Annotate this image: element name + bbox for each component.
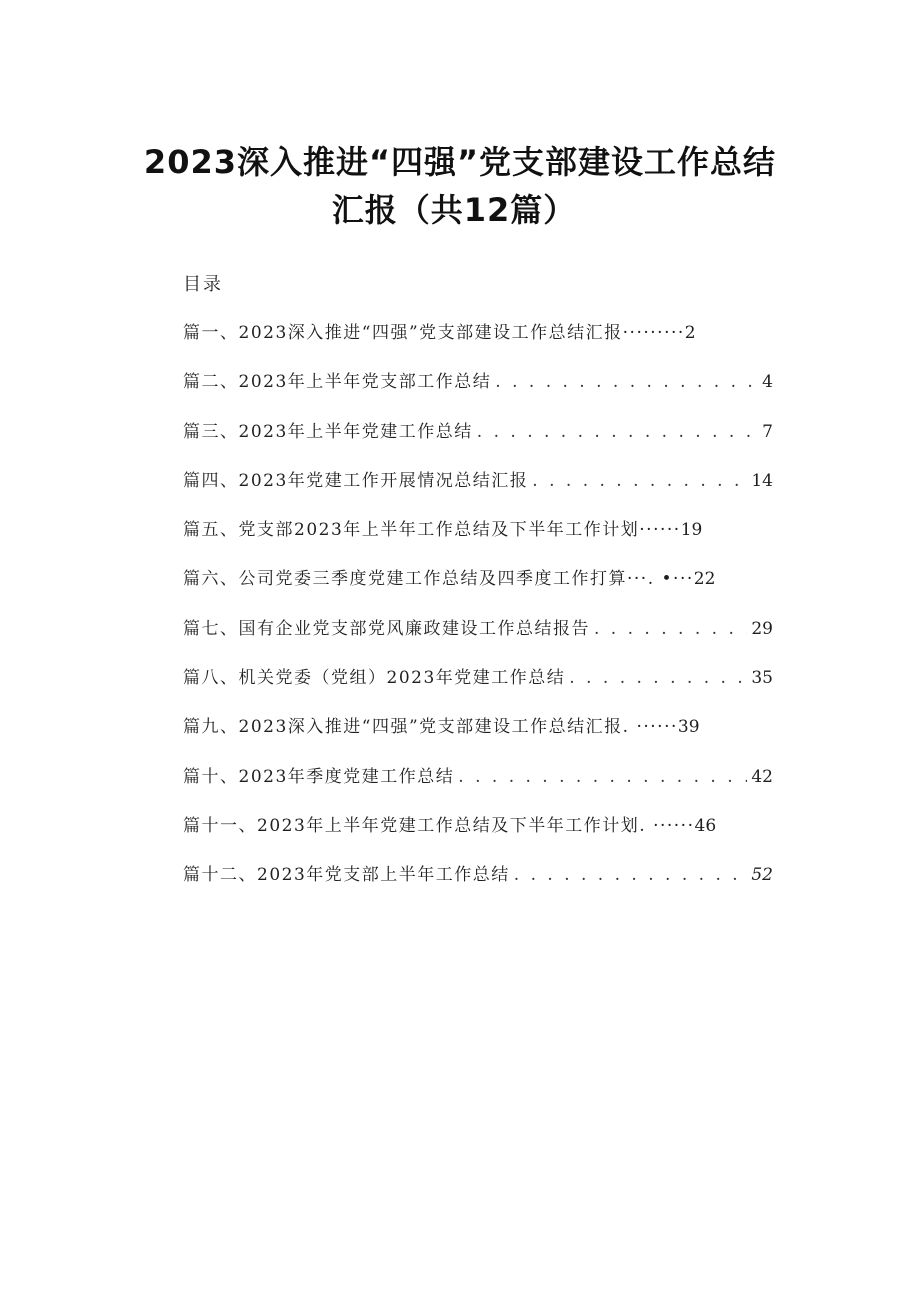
toc-dot-leader bbox=[458, 767, 747, 787]
toc-entry-9[interactable] bbox=[183, 712, 773, 761]
toc-dot-leader bbox=[514, 865, 748, 885]
toc-entry-5[interactable] bbox=[183, 515, 773, 564]
toc-entry-8[interactable] bbox=[183, 663, 773, 712]
toc-entry-10[interactable] bbox=[183, 762, 773, 811]
toc-dot-leader bbox=[569, 668, 747, 688]
toc-entry-label: 篇七、国有企业党支部党风廉政建设工作总结报告 bbox=[183, 618, 590, 639]
toc-heading: 目录 bbox=[183, 274, 223, 295]
toc-entry-label: 篇二、2023年上半年党支部工作总结 bbox=[183, 372, 492, 393]
toc-entry-label: 篇一、2023深入推进“四强”党支部建设工作总结汇报········· bbox=[183, 323, 685, 343]
document-title-line-1: 2023深入推进“四强”党支部建设工作总结 bbox=[143, 143, 777, 181]
toc-entry-page: 19 bbox=[680, 520, 703, 541]
toc-entry-label: 篇十二、2023年党支部上半年工作总结 bbox=[183, 865, 510, 886]
toc-entry-11[interactable] bbox=[183, 811, 773, 860]
toc-entry-page: 29 bbox=[751, 618, 773, 639]
toc-entry-2[interactable] bbox=[183, 367, 773, 416]
toc-entry-label: 篇五、党支部2023年上半年工作总结及下半年工作计划······ bbox=[183, 520, 681, 541]
toc-entry-4[interactable] bbox=[183, 466, 773, 515]
toc-entry-12[interactable] bbox=[183, 860, 773, 909]
toc-entry-page: 46 bbox=[694, 815, 717, 836]
toc-entry-page: 22 bbox=[693, 569, 716, 590]
toc-dot-leader bbox=[495, 372, 758, 392]
toc-entry-label: 篇六、公司党委三季度党建工作总结及四季度工作打算···. •··· bbox=[183, 569, 694, 590]
toc-entry-7[interactable] bbox=[183, 614, 773, 663]
toc-entry-label: 篇四、2023年党建工作开展情况总结汇报 bbox=[183, 470, 529, 491]
document-title-line-2: 汇报（共12篇） bbox=[331, 191, 577, 229]
toc-dot-leader bbox=[532, 471, 747, 491]
toc-entry-page: 4 bbox=[762, 372, 773, 393]
toc-entry-page: 7 bbox=[762, 421, 773, 442]
toc-entry-page: 2 bbox=[684, 323, 696, 343]
toc-entry-page: 35 bbox=[751, 668, 773, 689]
toc-entry-label: 篇九、2023深入推进“四强”党支部建设工作总结汇报. ······ bbox=[183, 717, 678, 738]
toc-entry-page: 39 bbox=[677, 717, 700, 738]
toc-entry-label: 篇八、机关党委（党组）2023年党建工作总结 bbox=[183, 668, 566, 689]
toc-entry-label: 篇十一、2023年上半年党建工作总结及下半年工作计划. ······ bbox=[183, 815, 695, 836]
toc-entry-3[interactable] bbox=[183, 417, 773, 466]
toc-entry-page: 14 bbox=[751, 470, 773, 491]
toc-entry-6[interactable] bbox=[183, 564, 773, 613]
toc-entry-page: 42 bbox=[751, 766, 773, 787]
toc-dot-leader bbox=[594, 619, 747, 639]
toc-entry-label: 篇十、2023年季度党建工作总结 bbox=[183, 766, 455, 787]
toc-entry-label: 篇三、2023年上半年党建工作总结 bbox=[183, 421, 473, 442]
toc-dot-leader bbox=[477, 422, 758, 442]
toc-entry-1[interactable] bbox=[183, 318, 773, 367]
table-of-contents bbox=[183, 318, 773, 910]
toc-entry-page: 52 bbox=[751, 865, 773, 886]
